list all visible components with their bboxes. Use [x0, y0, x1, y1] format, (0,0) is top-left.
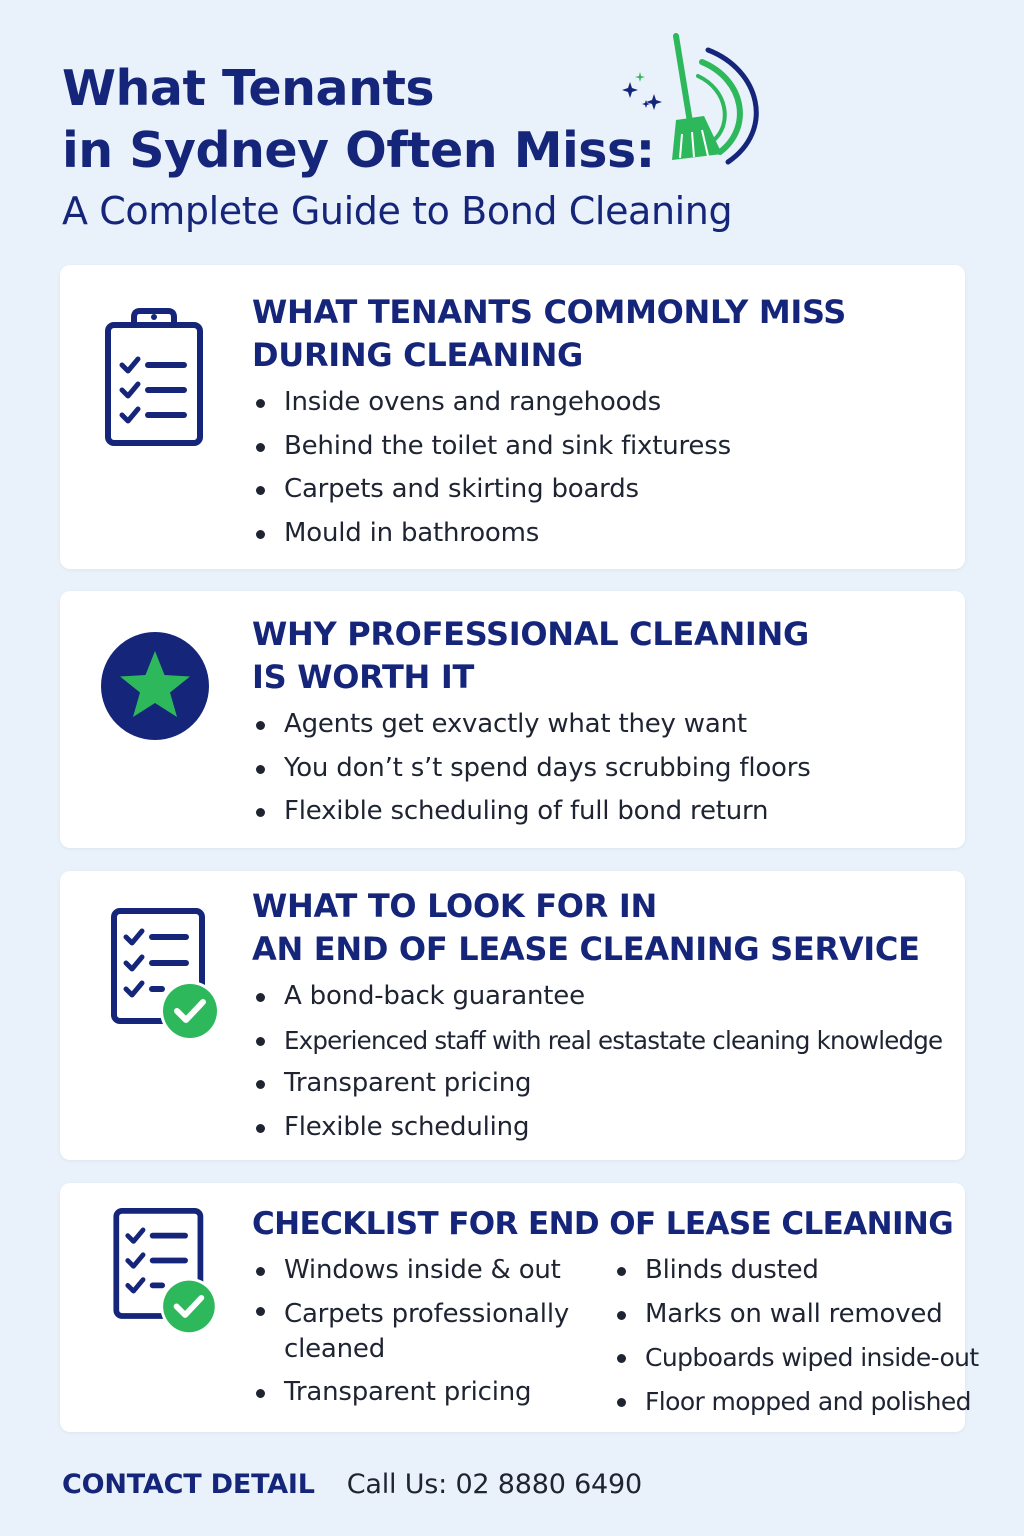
list-item: Marks on wall removed: [613, 1293, 979, 1337]
section-why-professional: [60, 591, 965, 848]
list-item: Transparent pricing: [252, 1062, 942, 1106]
list-item: Agents get exvactly what they want: [252, 703, 811, 747]
list-item: Carpets and skirting boards: [252, 468, 731, 512]
bullet-list: [252, 975, 942, 1149]
list-item: Flexible scheduling: [252, 1106, 942, 1150]
section-heading-line-2: AN END OF LEASE CLEANING SERVICE: [252, 930, 920, 968]
section-heading: [252, 885, 920, 971]
star-badge-icon: [100, 631, 210, 741]
checklist-approved-icon: [110, 1207, 222, 1337]
contact-phone: Call Us: 02 8880 6490: [346, 1468, 642, 1500]
section-heading-line-1: WHAT TENANTS COMMONLY MISS: [252, 293, 847, 331]
bullet-list-left: [252, 1249, 592, 1414]
contact-label: CONTACT DETAIL: [62, 1468, 315, 1500]
list-item: Transparent pricing: [252, 1371, 592, 1415]
section-heading-line-1: WHAT TO LOOK FOR IN: [252, 887, 657, 925]
list-item: Cupboards wiped inside-out: [613, 1336, 979, 1380]
section-checklist: [60, 1183, 979, 1432]
page-title-line-1: What Tenants: [62, 60, 435, 117]
section-heading-line-2: IS WORTH IT: [252, 658, 474, 696]
list-item: Mould in bathrooms: [252, 512, 731, 556]
list-item: Blinds dusted: [613, 1249, 979, 1293]
list-item: Behind the toilet and sink fixturess: [252, 425, 731, 469]
page-subtitle: A Complete Guide to Bond Cleaning: [62, 189, 733, 233]
list-item: Experienced staff with real estastate cleaning knowledge: [252, 1019, 942, 1063]
list-item: Inside ovens and rangehoods: [252, 381, 731, 425]
checklist-approved-icon: [110, 907, 222, 1043]
section-heading: [252, 613, 809, 699]
list-item: Flexible scheduling of full bond return: [252, 790, 811, 834]
section-heading: CHECKLIST FOR END OF LEASE CLEANING: [252, 1206, 954, 1242]
contact-footer: [62, 1462, 642, 1506]
bullet-list: [252, 703, 811, 834]
list-item: Floor mopped and polished: [613, 1380, 979, 1424]
page-title-line-2: in Sydney Often Miss:: [62, 122, 655, 179]
list-item: A bond-back guarantee: [252, 975, 942, 1019]
section-heading-line-2: DURING CLEANING: [252, 336, 584, 374]
broom-sparkle-icon: [610, 30, 770, 170]
clipboard-checklist-icon: [102, 305, 206, 449]
section-heading-line-1: WHY PROFESSIONAL CLEANING: [252, 615, 809, 653]
bullet-list-right: [613, 1249, 979, 1423]
section-what-to-look-for: [60, 871, 965, 1160]
list-item: Windows inside & out: [252, 1249, 592, 1293]
bullet-list: [252, 381, 731, 555]
section-common-misses: [60, 265, 965, 569]
section-heading: [252, 291, 846, 377]
list-item: Carpets professionally cleaned: [252, 1293, 592, 1371]
list-item: You don’t s’t spend days scrubbing floors: [252, 747, 811, 791]
